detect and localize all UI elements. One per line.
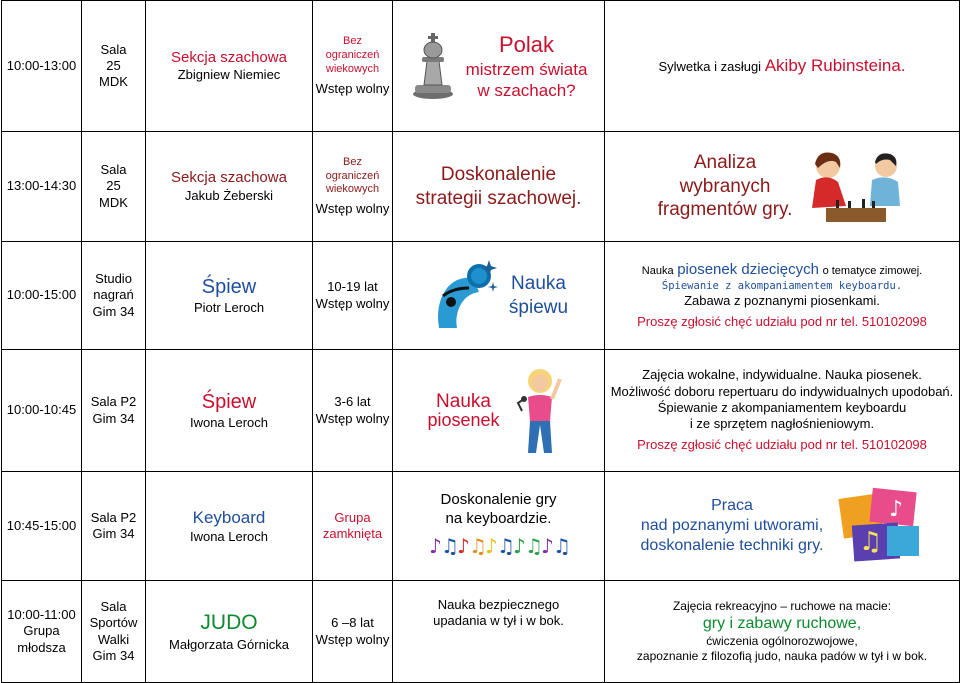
svg-text:♪: ♪ xyxy=(484,533,498,558)
table-row xyxy=(2,132,960,242)
room-cell: Sala P2 Gim 34 xyxy=(82,350,146,472)
table-row xyxy=(2,242,960,350)
topic-cell: Doskonalenie strategii szachowej. xyxy=(393,132,605,242)
svg-text:♫: ♫ xyxy=(440,533,459,558)
table-row xyxy=(2,472,960,581)
svg-text:♫: ♫ xyxy=(552,533,571,558)
svg-text:♪: ♪ xyxy=(456,533,470,558)
time-cell: 10:45-15:00 xyxy=(2,472,82,581)
room-cell: Studio nagrań Gim 34 xyxy=(82,242,146,350)
table-row xyxy=(2,350,960,472)
svg-text:♪: ♪ xyxy=(889,497,904,522)
room-cell: Sala Sportów Walki Gim 34 xyxy=(82,581,146,683)
activity-cell: Sekcja szachowa Zbigniew Niemiec xyxy=(146,1,313,132)
time-cell: 10:00-11:00 Grupa młodsza xyxy=(2,581,82,683)
activity-cell: Keyboard Iwona Leroch xyxy=(146,472,313,581)
svg-text:♪: ♪ xyxy=(540,533,554,558)
description-cell: Zajęcia wokalne, indywidualne. Nauka piosenek. Możliwość doboru repertuaru do indywidualnych upodobań. Śpiewanie z akompaniamentem keyboardu i ze sprzętem nagłośnieniowym. Proszę zgłosić chęć udziału pod nr tel. 510102098 xyxy=(605,350,960,472)
svg-text:♫: ♫ xyxy=(496,533,515,558)
topic-cell: Nauka piosenek xyxy=(393,350,605,472)
kids-playing-chess-icon xyxy=(806,146,906,228)
time-cell: 13:00-14:30 xyxy=(2,132,82,242)
description-cell: Sylwetka i zasługi Akiby Rubinsteina. xyxy=(605,1,960,132)
age-cell: Grupa zamknięta xyxy=(313,472,393,581)
activity-cell: Śpiew Iwona Leroch xyxy=(146,350,313,472)
topic-title: Polak xyxy=(498,32,555,57)
time-cell: 10:00-13:00 xyxy=(2,1,82,132)
age-cell: 10-19 lat Wstęp wolny xyxy=(313,242,393,350)
music-notes-icon xyxy=(429,535,569,557)
description-cell: Praca nad poznanymi utworami, doskonalenie techniki gry. ♫ ♪ xyxy=(605,472,960,581)
room-cell: Sala P2 Gim 34 xyxy=(82,472,146,581)
topic-cell: Doskonalenie gry na keyboardzie. ♪ ♫ ♪ ♫ ♪ ♫ ♪ ♫ ♪ ♫ xyxy=(393,472,605,581)
description-cell: Nauka piosenek dziecięcych o tematyce zimowej. Śpiewanie z akompaniamentem keyboardu. Zabawa z poznanymi piosenkami. Proszę zgłosić chęć udziału pod nr tel. 510102098 xyxy=(605,242,960,350)
age-cell: 6 –8 lat Wstęp wolny xyxy=(313,581,393,683)
activity-cell: Śpiew Piotr Leroch xyxy=(146,242,313,350)
age-cell: 3-6 lat Wstęp wolny xyxy=(313,350,393,472)
description-cell: Analiza wybranych fragmentów gry. xyxy=(605,132,960,242)
svg-text:♫: ♫ xyxy=(468,533,487,558)
topic-cell: Nauka śpiewu xyxy=(393,242,605,350)
age-cell: Bez ograniczeń wiekowych Wstęp wolny xyxy=(313,132,393,242)
svg-text:♪: ♪ xyxy=(428,533,442,558)
svg-text:♫: ♫ xyxy=(524,533,543,558)
age-cell: Bez ograniczeń wiekowych Wstęp wolny xyxy=(313,1,393,132)
topic-cell: Polak mistrzem świata w szachach? xyxy=(393,1,605,132)
table-row xyxy=(2,581,960,683)
schedule-table xyxy=(1,0,960,683)
time-cell: 10:00-15:00 xyxy=(2,242,82,350)
activity-cell: Sekcja szachowa Jakub Żeberski xyxy=(146,132,313,242)
singer-icon xyxy=(510,363,570,459)
svg-text:♪: ♪ xyxy=(512,533,526,558)
svg-text:♫: ♫ xyxy=(859,527,883,557)
description-cell: Zajęcia rekreacyjno – ruchowe na macie: gry i zabawy ruchowe, ćwiczenia ogólnorozwojowe, zapoznanie z filozofią judo, nauka padów w tył i w bok. xyxy=(605,581,960,683)
table-row xyxy=(2,1,960,132)
activity-cell: JUDO Małgorzata Górnicka xyxy=(146,581,313,683)
time-cell: 10:00-10:45 xyxy=(2,350,82,472)
microphone-icon xyxy=(429,258,499,334)
chess-king-icon xyxy=(410,31,456,101)
room-cell: Sala 25 MDK xyxy=(82,1,146,132)
music-collage-icon xyxy=(837,486,923,566)
topic-cell: Nauka bezpiecznego upadania w tył i w bok. xyxy=(393,581,605,683)
room-cell: Sala 25 MDK xyxy=(82,132,146,242)
